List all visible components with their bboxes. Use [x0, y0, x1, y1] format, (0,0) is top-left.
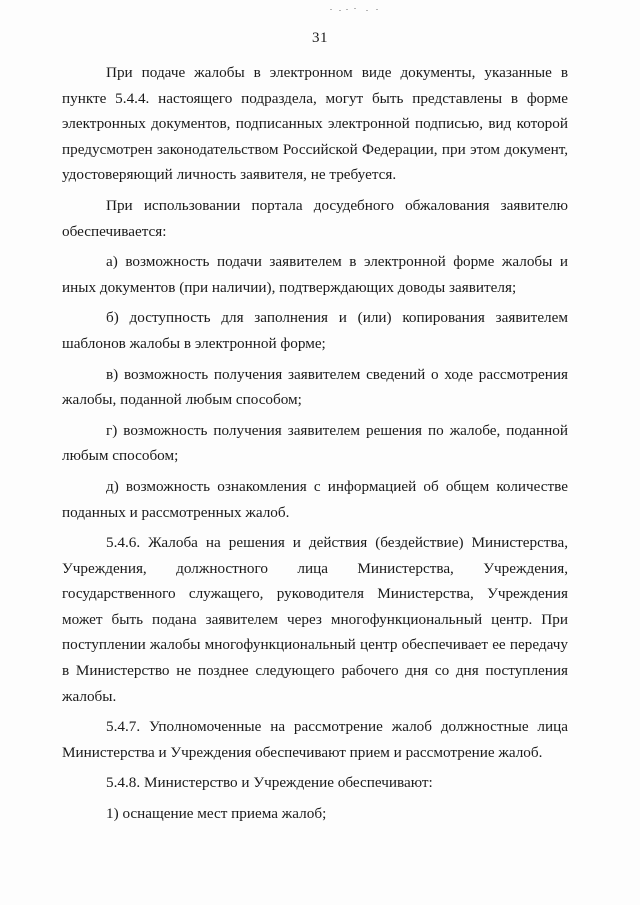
list-item-d: д) возможность ознакомления с информацией об общем количестве поданных и рассмотренных жалоб.	[62, 477, 568, 521]
page-number: 31	[312, 30, 328, 46]
scan-artifact	[330, 6, 390, 14]
list-item-a: а) возможность подачи заявителем в электронной форме жалобы и иных документов (при наличии), подтверждающих доводы заявителя;	[62, 253, 568, 296]
section-5-4-6: 5.4.6. Жалоба на решения и действия (бездействие) Министерства, Учреждения, должностного лица Министерства, Учреждения, государственного служащего, руководителя Министерства, Учреждения может быть подана заявителем через многофункциональный центр. При поступлении жалобы многофункциональный центр обеспечивает ее передачу в Министерство не позднее следующего рабочего дня со дня поступления жалобы.	[62, 534, 568, 705]
section-5-4-8: 5.4.8. Министерство и Учреждение обеспечивают:	[106, 774, 433, 792]
paragraph-electronic-submission: При подаче жалобы в электронном виде документы, указанные в пункте 5.4.4. настоящего подраздела, могут быть представлены в форме электронных документов, подписанных электронной подписью, вид которой предусмотрен законодательством Российской Федерации, при этом документ, удостоверяющий личность заявителя, не требуется.	[62, 64, 568, 184]
paragraph-portal-intro: При использовании портала досудебного обжалования заявителю обеспечивается:	[62, 196, 568, 240]
list-item-g: г) возможность получения заявителем решения по жалобе, поданной любым способом;	[62, 421, 568, 465]
list-item-v: в) возможность получения заявителем сведений о ходе рассмотрения жалобы, поданной любым способом;	[62, 365, 568, 409]
list-item-b: б) доступность для заполнения и (или) копирования заявителем шаблонов жалобы в электронной форме;	[62, 309, 568, 352]
list-item-1: 1) оснащение мест приема жалоб;	[106, 805, 327, 823]
section-5-4-7: 5.4.7. Уполномоченные на рассмотрение жалоб должностные лица Министерства и Учреждения обеспечивают прием и рассмотрение жалоб.	[62, 718, 568, 761]
document-body	[62, 60, 568, 827]
